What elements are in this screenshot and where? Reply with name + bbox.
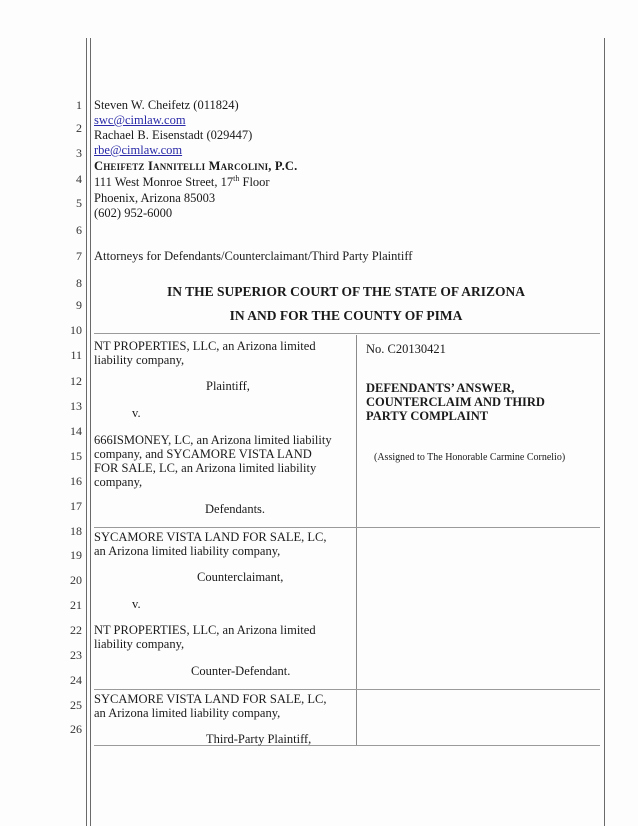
line-number: 25 xyxy=(70,698,82,712)
line-number: 6 xyxy=(76,223,82,237)
line-number: 20 xyxy=(70,573,82,587)
caption-top-rule xyxy=(94,333,600,334)
line-number: 9 xyxy=(76,298,82,312)
case-number: No. C20130421 xyxy=(366,342,446,356)
third-party-role: Third-Party Plaintiff, xyxy=(206,732,312,746)
line-number: 16 xyxy=(70,474,82,488)
counterclaimant-line-1: SYCAMORE VISTA LAND FOR SALE, LC, xyxy=(94,530,327,544)
attorney-name-1: Steven W. Cheifetz (011824) xyxy=(94,98,239,112)
line-number: 10 xyxy=(70,323,82,337)
plaintiff-line-1: NT PROPERTIES, LLC, an Arizona limited xyxy=(94,339,316,353)
line-number: 8 xyxy=(76,276,82,290)
attorney-name-2: Rachael B. Eisenstadt (029447) xyxy=(94,128,253,142)
line-number: 21 xyxy=(70,598,82,612)
third-party-line-2: an Arizona limited liability company, xyxy=(94,706,281,720)
counterclaimant-line-2: an Arizona limited liability company, xyxy=(94,544,281,558)
firm-address-2: Phoenix, Arizona 85003 xyxy=(94,191,216,205)
firm-address-1: 111 West Monroe Street, 17th Floor xyxy=(94,173,270,189)
left-margin-rule-inner xyxy=(90,38,91,826)
line-number: 17 xyxy=(70,499,82,513)
case-title-3: PARTY COMPLAINT xyxy=(366,409,489,423)
line-number: 4 xyxy=(76,172,82,186)
caption-bottom-rule xyxy=(94,745,600,746)
counter-defendant-line-2: liability company, xyxy=(94,637,185,651)
line-number: 24 xyxy=(70,673,82,687)
firm-name: Cheifetz Iannitelli Marcolini, P.C. xyxy=(94,159,298,173)
line-number: 7 xyxy=(76,249,82,263)
attorneys-for: Attorneys for Defendants/Counterclaimant/Third Party Plaintiff xyxy=(94,249,413,263)
line-number: 2 xyxy=(76,121,82,135)
plaintiff-role: Plaintiff, xyxy=(206,379,250,393)
line-number: 11 xyxy=(70,348,82,362)
line-number: 12 xyxy=(70,374,82,388)
counter-defendant-role: Counter-Defendant. xyxy=(191,664,291,678)
line-number: 18 xyxy=(70,524,82,538)
assigned-judge: (Assigned to The Honorable Carmine Cornelio) xyxy=(374,452,566,463)
defendants-role: Defendants. xyxy=(205,502,266,516)
counterclaimant-role: Counterclaimant, xyxy=(197,570,284,584)
defendants-line-4: company, xyxy=(94,475,143,489)
plaintiff-line-2: liability company, xyxy=(94,353,185,367)
third-party-line-1: SYCAMORE VISTA LAND FOR SALE, LC, xyxy=(94,692,327,706)
case-title-1: DEFENDANTS’ ANSWER, xyxy=(366,381,515,395)
defendants-line-2: company, and SYCAMORE VISTA LAND xyxy=(94,447,312,461)
line-number: 26 xyxy=(70,722,82,736)
counter-defendant-line-1: NT PROPERTIES, LLC, an Arizona limited xyxy=(94,623,316,637)
case-title-2: COUNTERCLAIM AND THIRD xyxy=(366,395,545,409)
caption-rule-3 xyxy=(94,689,600,690)
right-margin-rule xyxy=(604,38,605,826)
caption-divider xyxy=(356,335,357,745)
line-number: 13 xyxy=(70,399,82,413)
court-heading-2: IN AND FOR THE COUNTY OF PIMA xyxy=(229,308,463,323)
caption-rule-2 xyxy=(94,527,600,528)
versus-1: v. xyxy=(132,406,141,420)
line-number: 19 xyxy=(70,548,82,562)
defendants-line-3: FOR SALE, LC, an Arizona limited liability xyxy=(94,461,317,475)
line-number: 23 xyxy=(70,648,82,662)
line-number: 1 xyxy=(76,98,82,112)
line-number: 22 xyxy=(70,623,82,637)
attorney-email-1[interactable]: swc@cimlaw.com xyxy=(94,113,186,127)
firm-phone: (602) 952-6000 xyxy=(94,206,173,220)
line-number: 14 xyxy=(70,424,82,438)
left-margin-rule-outer xyxy=(86,38,87,826)
line-number: 3 xyxy=(76,146,82,160)
line-number: 15 xyxy=(70,449,82,463)
attorney-email-2[interactable]: rbe@cimlaw.com xyxy=(94,143,183,157)
versus-2: v. xyxy=(132,597,141,611)
defendants-line-1: 666ISMONEY, LC, an Arizona limited liability xyxy=(94,433,332,447)
court-heading-1: IN THE SUPERIOR COURT OF THE STATE OF ARIZONA xyxy=(166,284,526,299)
line-number: 5 xyxy=(76,196,82,210)
